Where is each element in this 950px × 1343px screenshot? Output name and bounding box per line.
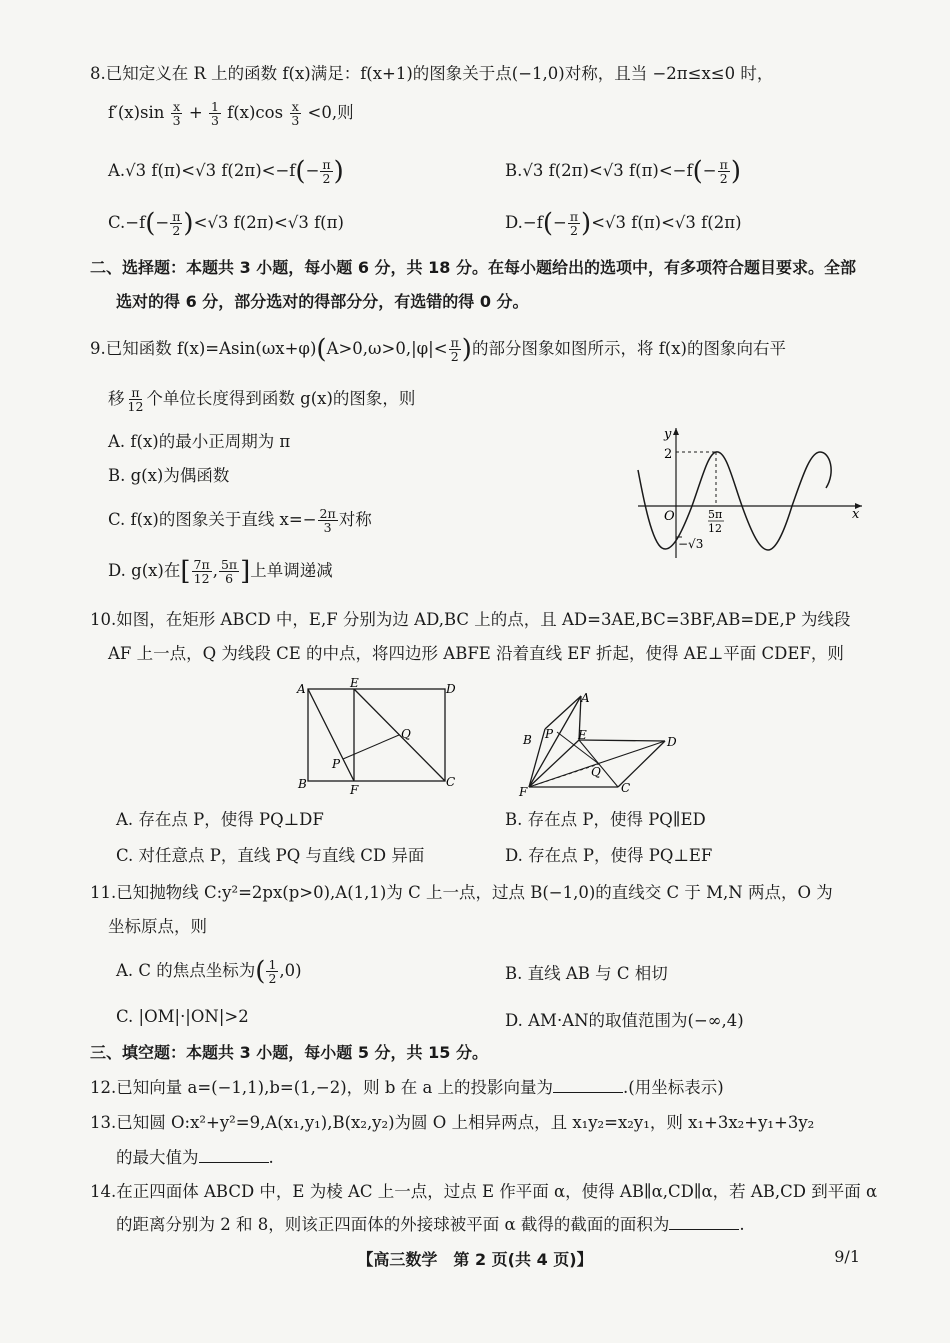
q8-option-a: A.√3 f(π)<√3 f(2π)<−f(− $\frac{\pi}{2}$ ): [108, 156, 344, 187]
q10-line2: AF 上一点，Q 为线段 CE 的中点，将四边形 ABFE 沿着直线 EF 折起，使得 AE⊥平面 CDEF，则: [108, 644, 844, 663]
seg-ec: [354, 689, 445, 781]
q9-line1: 9.已知函数 f(x)=Asin(ωx+φ)(A>0,ω>0,|φ|< $\frac{\pi}{2}$ )的部分图象如图所示，将 f(x)的图象向右平: [90, 334, 786, 365]
q8-option-c: C.−f(− $\frac{\pi}{2}$ )<√3 f(2π)<√3 f(π): [108, 208, 344, 239]
q8-line2: [108, 100, 354, 127]
q12-line: 12.已知向量 a=(−1,1),b=(1,−2)，则 b 在 a 上的投影向量为 .(用坐标表示): [90, 1078, 724, 1097]
label-q2: Q: [591, 765, 601, 779]
q9-line2: 移 $\frac{\pi}{12}$ 个单位长度得到函数 g(x)的图象，则: [108, 385, 416, 414]
q13-line2: 的最大值为 .: [116, 1148, 274, 1167]
label-c: C: [446, 775, 456, 789]
seg-pq: [343, 735, 399, 759]
q8-frac-13: $\frac{1}{3}$: [210, 99, 219, 128]
q14-line2: 的距离分别为 2 和 8，则该正四面体的外接球被平面 α 截得的截面的面积为 .: [116, 1215, 745, 1234]
section2-heading-line2: 选对的得 6 分，部分选对的得部分分，有选错的得 0 分。: [116, 292, 529, 311]
label-d: D: [446, 682, 456, 696]
page-number: 9/1: [834, 1247, 860, 1266]
q9-option-a: A. f(x)的最小正周期为 π: [108, 432, 291, 451]
q8-text-h: <0,则: [307, 103, 354, 122]
q11-option-b: B. 直线 AB 与 C 相切: [505, 964, 668, 983]
label-f2: F: [519, 785, 528, 799]
label-a: A: [297, 682, 306, 696]
label-p: P: [332, 757, 341, 771]
q12-answer-blank: [553, 1076, 623, 1093]
origin-label: O: [664, 509, 675, 524]
sine-curve: [638, 452, 831, 550]
q11-line2: 坐标原点，则: [108, 917, 207, 936]
label-d2: D: [667, 735, 677, 749]
q10-option-c: C. 对任意点 P，直线 PQ 与直线 CD 异面: [116, 846, 425, 865]
x-tick-den: 12: [708, 522, 722, 535]
q14-line1: 14.在正四面体 ABCD 中，E 为棱 AC 上一点，过点 E 作平面 α，使得 AB∥α,CD∥α，若 AB,CD 到平面 α: [90, 1182, 878, 1201]
q11-option-c: C. |OM|·|ON|>2: [116, 1007, 249, 1026]
q8-option-d: D.−f(− $\frac{\pi}{2}$ )<√3 f(π)<√3 f(2π): [505, 208, 742, 239]
q8-option-b: B.√3 f(2π)<√3 f(π)<−f(− $\frac{\pi}{2}$ ): [505, 156, 741, 187]
q10-option-d: D. 存在点 P，使得 PQ⊥EF: [505, 846, 713, 865]
q9-option-c: C. f(x)的图象关于直线 x=− $\frac{2\pi}{3}$ 对称: [108, 506, 372, 535]
q9-sine-graph: [630, 422, 870, 562]
seg-af: [308, 689, 354, 781]
q14-answer-blank: [669, 1213, 739, 1230]
label-q: Q: [401, 727, 411, 741]
q11-option-d: D. AM·AN的取值范围为(−∞,4): [505, 1011, 744, 1030]
q10-option-b: B. 存在点 P，使得 PQ∥ED: [505, 810, 706, 829]
x-tick-num: 5π: [708, 508, 723, 521]
q8-text-g: f(x)cos: [227, 103, 284, 122]
label-b: B: [298, 777, 307, 791]
label-f: F: [350, 783, 359, 797]
y-max-label: 2: [664, 447, 673, 462]
x-label: x: [852, 507, 860, 522]
label-p2: P: [545, 727, 554, 741]
label-e2: E: [578, 728, 587, 742]
q9-option-b: B. g(x)为偶函数: [108, 466, 230, 485]
q10-folded-figure: [515, 684, 685, 800]
y-axis-arrow: [673, 428, 679, 435]
q8-line1: 8.已知定义在 R 上的函数 f(x)满足：f(x+1)的图象关于点(−1,0)对称，且当 −2π≤x≤0 时，: [90, 64, 774, 83]
q13-line1: 13.已知圆 O:x²+y²=9,A(x₁,y₁),B(x₂,y₂)为圆 O 上相异两点，且 x₁y₂=x₂y₁，则 x₁+3x₂+y₁+3y₂: [90, 1113, 815, 1132]
y-label: y: [664, 427, 672, 442]
q11-line1: 11.已知抛物线 C:y²=2px(p>0),A(1,1)为 C 上一点，过点 B(−1,0)的直线交 C 于 M,N 两点，O 为: [90, 883, 833, 902]
q8-frac-x3b: $\frac{x}{3}$: [291, 99, 300, 128]
section2-heading-line1: 二、选择题：本题共 3 小题，每小题 6 分，共 18 分。在每小题给出的选项中，有多项符合题目要求。全部: [90, 258, 856, 277]
q10-line1: 10.如图，在矩形 ABCD 中，E,F 分别为边 AD,BC 上的点，且 AD=3AE,BC=3BF,AB=DE,P 为线段: [90, 610, 851, 629]
label-e: E: [350, 678, 359, 690]
q10-rectangle-figure: [290, 678, 460, 798]
y-neg-label: −√3: [678, 537, 704, 551]
label-a2: A: [581, 691, 590, 705]
q9-option-d: D. g(x)在[ $\frac{7\pi}{12}$ , $\frac{5\pi}{6}$ ]上单调递减: [108, 556, 333, 587]
rect-abcd: [308, 689, 445, 781]
page-footer: 【高三数学 第 2 页(共 4 页)】: [357, 1250, 593, 1269]
q10-option-a: A. 存在点 P，使得 PQ⊥DF: [116, 810, 324, 829]
q13-answer-blank: [199, 1146, 269, 1163]
q8-text-a: f′(x)sin: [108, 103, 165, 122]
q8-plus: +: [188, 103, 203, 122]
label-b2: B: [523, 733, 532, 747]
q8-frac-x3: $\frac{x}{3}$: [172, 99, 181, 128]
label-c2: C: [621, 781, 631, 795]
q11-option-a: A. C 的焦点坐标为( $\frac{1}{2}$ ,0): [116, 956, 302, 987]
section3-heading: 三、填空题：本题共 3 小题，每小题 5 分，共 15 分。: [90, 1043, 488, 1062]
